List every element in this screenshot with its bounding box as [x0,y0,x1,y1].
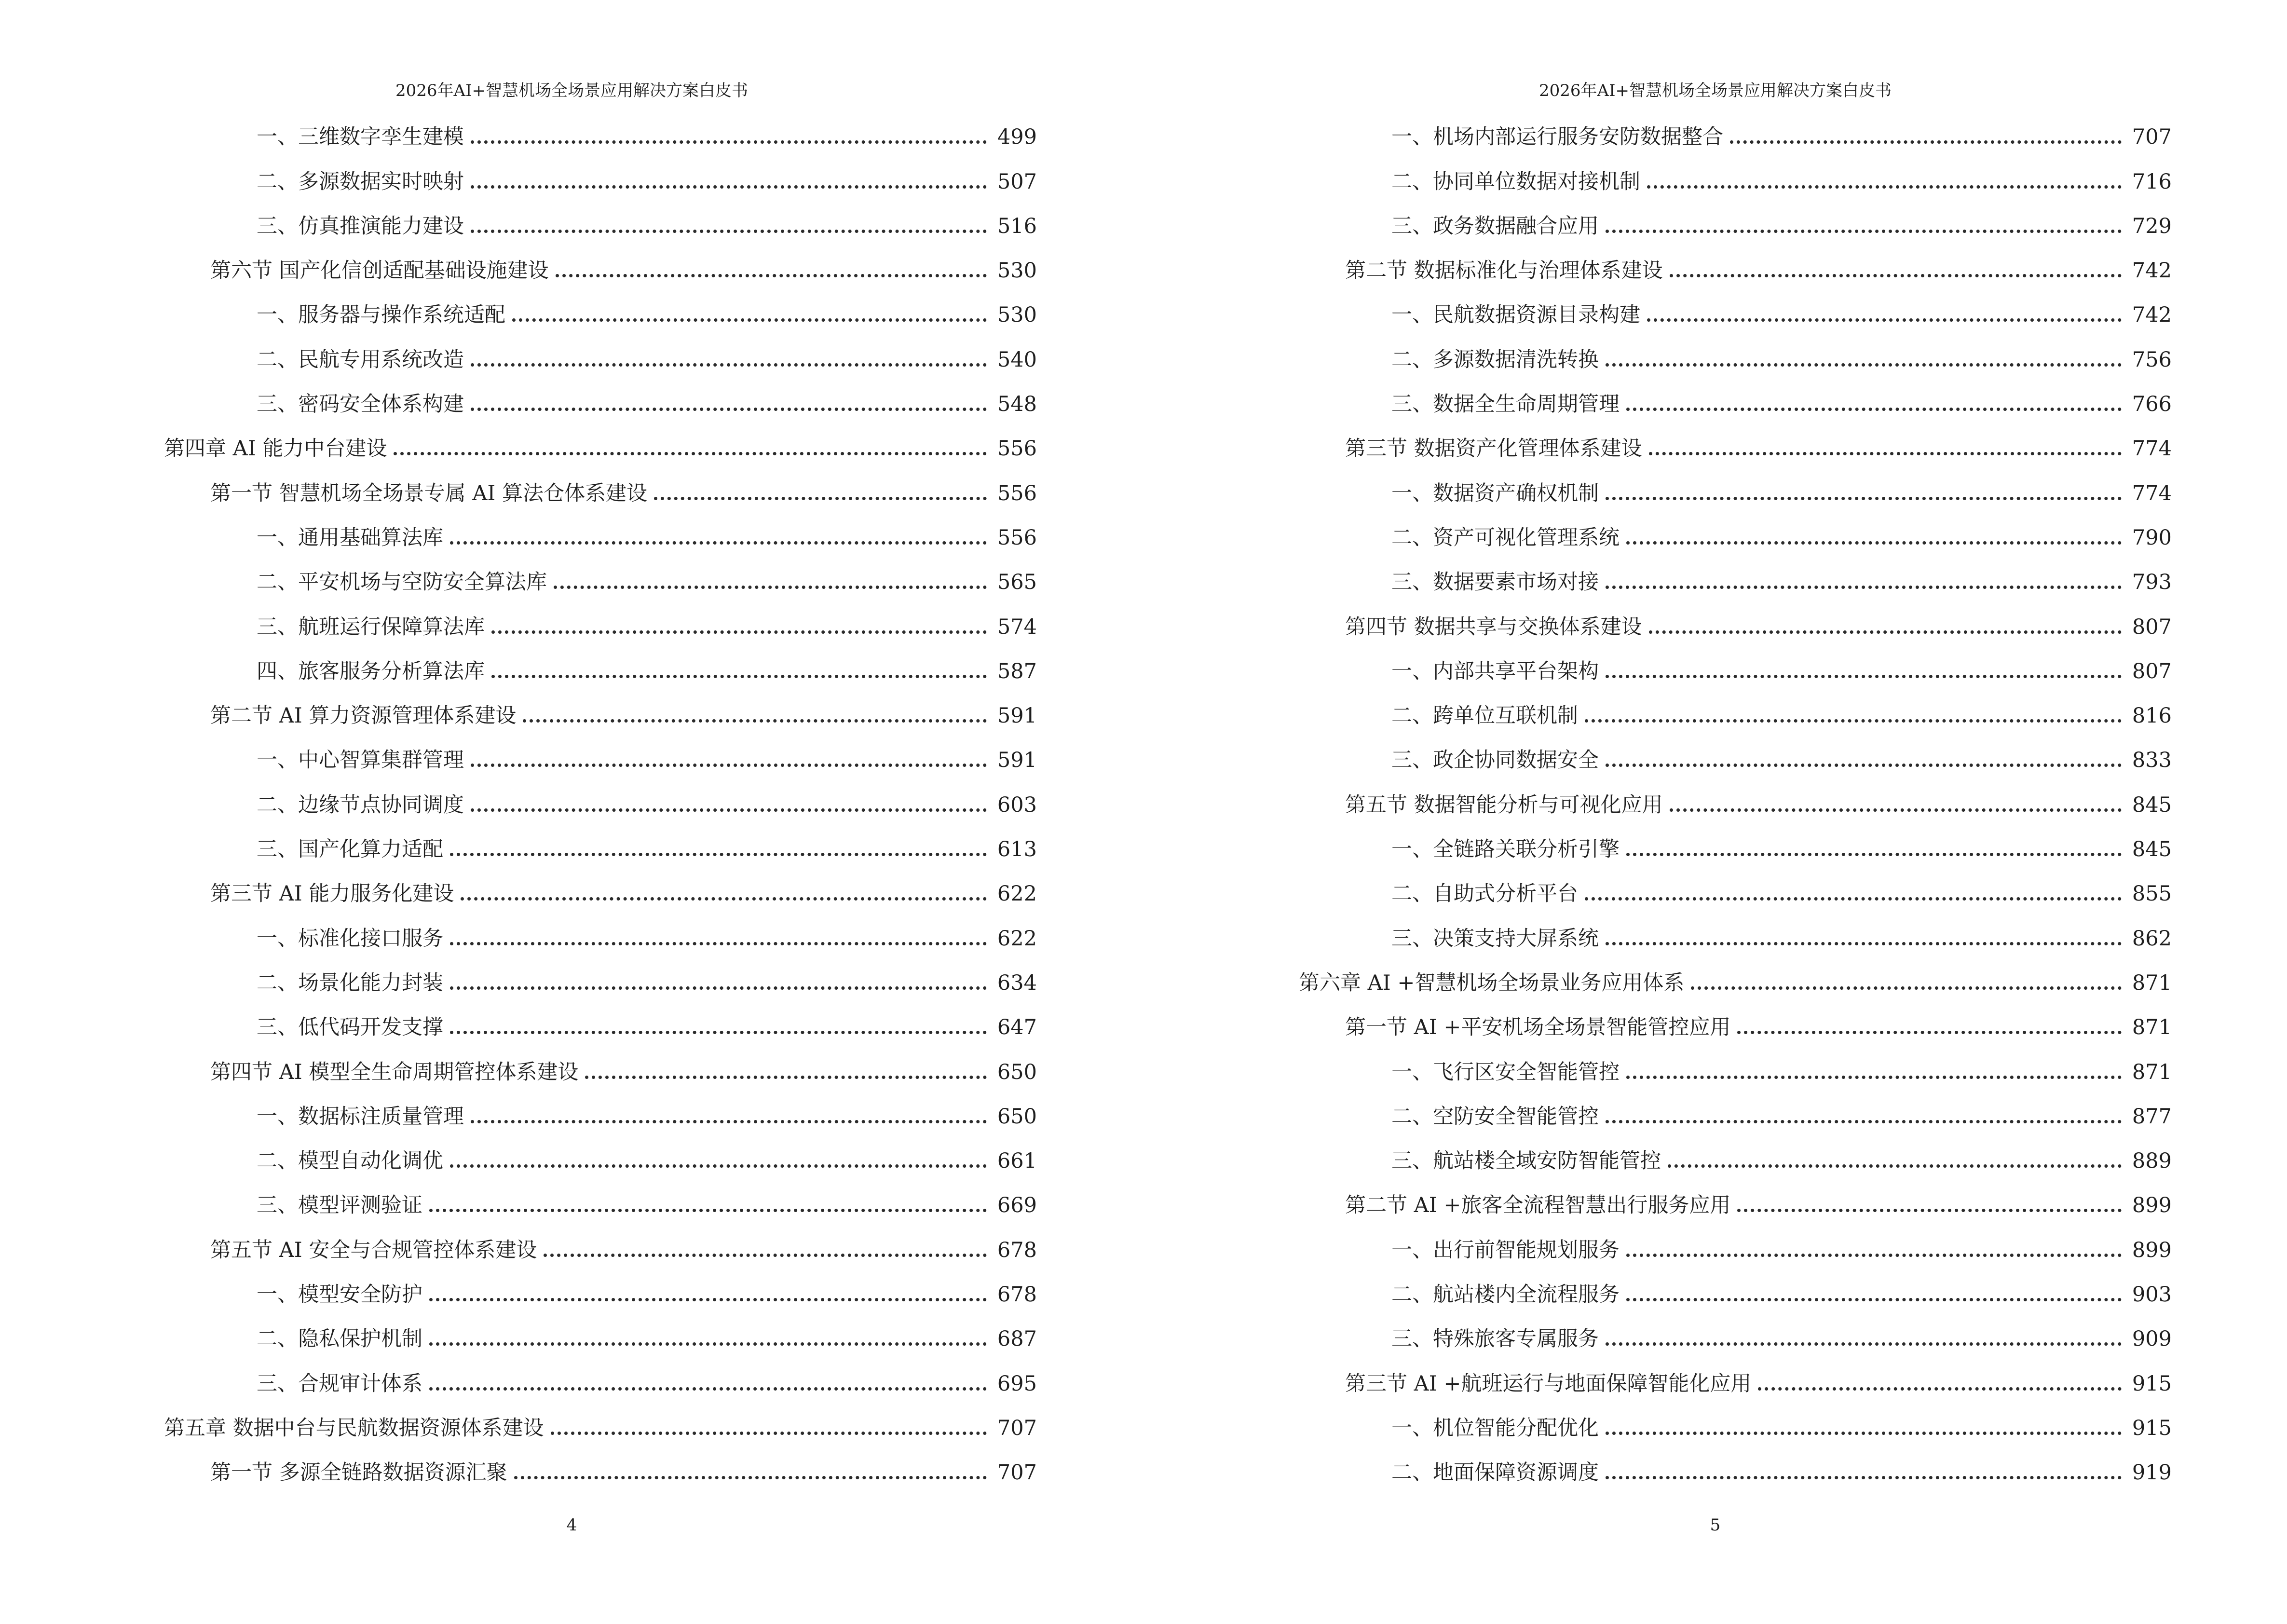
toc-entry[interactable] [1299,915,2172,959]
toc-entry-title: 三、模型评测验证 [257,1193,422,1218]
dot-leader [1649,630,2122,634]
toc-entry-title: 三、航站楼全域安防智能管控 [1391,1149,1661,1174]
toc-entry-title: 二、平安机场与空防安全算法库 [257,570,547,595]
toc-entry[interactable] [1299,336,2172,381]
page-number: 4 [566,1515,577,1535]
toc-entry-title: 三、航班运行保障算法库 [257,614,485,639]
toc-entry[interactable] [1299,1316,2172,1360]
toc-entry-page-number: 909 [2132,1327,2172,1351]
toc-entry-page-number: 915 [2132,1371,2172,1396]
toc-entry[interactable] [1299,425,2172,470]
toc-entry-title: 三、决策支持大屏系统 [1391,926,1599,951]
dot-leader [1626,1254,2122,1257]
toc-entry-title: 一、出行前智能规划服务 [1391,1238,1620,1262]
toc-entry-page-number: 530 [997,303,1037,328]
dot-leader [556,274,987,277]
toc-entry-title: 一、机场内部运行服务安防数据整合 [1391,125,1723,150]
dot-leader [1668,1164,2122,1168]
toc-entry-title: 一、飞行区安全智能管控 [1391,1060,1620,1084]
dot-leader [461,897,987,901]
toc-entry-page-number: 574 [997,614,1037,639]
dot-leader [1606,1342,2122,1346]
toc-entry-title: 一、数据标注质量管理 [257,1104,464,1129]
toc-entry-page-number: 793 [2132,570,2172,595]
toc-entry-title: 一、标准化接口服务 [257,926,443,951]
toc-entry-title: 三、数据要素市场对接 [1391,570,1599,595]
toc-entry-page-number: 507 [997,169,1037,194]
toc-entry-page-number: 622 [997,926,1037,951]
toc-entry-page-number: 678 [997,1238,1037,1262]
dot-leader [471,764,987,767]
dot-leader [450,853,987,856]
toc-entry-page-number: 695 [997,1371,1037,1396]
toc-entry[interactable] [1299,292,2172,336]
toc-entry-title: 三、数据全生命周期管理 [1391,392,1620,417]
toc-entry[interactable] [164,1182,1037,1227]
dot-leader [471,408,987,411]
toc-entry-title: 二、航站楼内全流程服务 [1391,1283,1620,1307]
toc-entry[interactable] [164,1004,1037,1049]
toc-entry-title: 二、空防安全智能管控 [1391,1104,1599,1129]
toc-entry[interactable] [164,826,1037,871]
toc-entry-page-number: 774 [2132,481,2172,505]
toc-entry[interactable] [164,470,1037,514]
toc-entry-page-number: 556 [997,437,1037,461]
toc-entry[interactable] [1299,960,2172,1004]
running-header: 2026年AI+智慧机场全场景应用解决方案白皮书 [395,81,748,100]
dot-leader [1647,185,2122,189]
toc-entry-title: 一、中心智算集群管理 [257,748,464,773]
toc-entry-title: 第五节 AI 安全与合规管控体系建设 [210,1238,537,1262]
dot-leader [544,1254,987,1257]
toc-entry[interactable] [164,1093,1037,1138]
dot-leader [585,1076,987,1079]
toc-entry-page-number: 650 [997,1104,1037,1129]
toc-entry[interactable] [164,292,1037,336]
dot-leader [429,1387,987,1391]
toc-entry-page-number: 871 [2132,1015,2172,1040]
toc-entry-page-number: 903 [2132,1283,2172,1307]
dot-leader [1737,1031,2122,1034]
toc-entry[interactable] [1299,1004,2172,1049]
toc-entry-title: 一、内部共享平台架构 [1391,659,1599,683]
dot-leader [1606,230,2122,233]
dot-leader [450,986,987,990]
toc-entry-page-number: 548 [997,392,1037,417]
dot-leader [1626,853,2122,856]
toc-entry[interactable] [1299,603,2172,648]
toc-entry[interactable] [164,871,1037,915]
dot-leader [554,586,987,589]
toc-entry-page-number: 862 [2132,926,2172,951]
toc-entry[interactable] [164,1271,1037,1316]
toc-entry[interactable] [1299,114,2172,158]
toc-entry-page-number: 565 [997,570,1037,595]
toc-entry-page-number: 707 [2132,125,2172,150]
toc-entry[interactable] [164,781,1037,826]
toc-entry-page-number: 742 [2132,259,2172,283]
dot-leader [471,363,987,367]
toc-entry-page-number: 556 [997,525,1037,550]
toc-entry-page-number: 650 [997,1060,1037,1084]
toc-entry-page-number: 716 [2132,169,2172,194]
toc-entry-page-number: 707 [997,1416,1037,1440]
toc-entry-title: 第三节 AI +航班运行与地面保障智能化应用 [1345,1371,1752,1396]
toc-entry[interactable] [1299,871,2172,915]
toc-entry[interactable] [1299,1360,2172,1405]
dot-leader [471,185,987,189]
dot-leader [1626,541,2122,545]
toc-entry[interactable] [1299,1227,2172,1271]
toc-entry-page-number: 634 [997,970,1037,995]
dot-leader [1626,408,2122,411]
toc-entry[interactable] [1299,693,2172,737]
toc-entry[interactable] [164,515,1037,559]
toc-entry-title: 三、低代码开发支撑 [257,1015,443,1040]
dot-leader [1606,497,2122,500]
toc-entry-title: 二、地面保障资源调度 [1391,1460,1599,1485]
dot-leader [491,630,987,634]
toc-entry-page-number: 622 [997,882,1037,906]
toc-entry[interactable] [164,559,1037,603]
toc-entry-title: 三、密码安全体系构建 [257,392,464,417]
toc-entry-title: 第四章 AI 能力中台建设 [164,437,387,461]
toc-entry-page-number: 845 [2132,837,2172,862]
toc-entry-page-number: 855 [2132,882,2172,906]
toc-entry-title: 二、场景化能力封装 [257,970,443,995]
toc-entry-page-number: 756 [2132,347,2172,372]
toc-entry[interactable] [164,603,1037,648]
toc-entry-title: 第一节 多源全链路数据资源汇聚 [210,1460,507,1485]
toc-entry[interactable] [1299,203,2172,247]
dot-leader [1606,363,2122,367]
toc-entry-page-number: 613 [997,837,1037,862]
toc-entry-title: 二、民航专用系统改造 [257,347,464,372]
toc-entry[interactable] [1299,515,2172,559]
toc-entry-page-number: 707 [997,1460,1037,1485]
toc-entry[interactable] [164,693,1037,737]
dot-leader [450,541,987,545]
dot-leader [491,675,987,678]
dot-leader [1606,1432,2122,1435]
toc-entry-page-number: 790 [2132,525,2172,550]
toc-entry-page-number: 587 [997,659,1037,683]
toc-entry[interactable] [1299,1182,2172,1227]
toc-entry-title: 一、全链路关联分析引擎 [1391,837,1620,862]
toc-entry[interactable] [1299,1449,2172,1494]
dot-leader [394,452,987,455]
toc-entry-title: 第五章 数据中台与民航数据资源体系建设 [164,1416,544,1440]
toc-entry[interactable] [164,114,1037,158]
toc-entry[interactable] [164,1316,1037,1360]
toc-entry-title: 一、民航数据资源目录构建 [1391,303,1640,328]
toc-entry-title: 二、多源数据清洗转换 [1391,347,1599,372]
toc-entry-page-number: 766 [2132,392,2172,417]
toc-entry-title: 二、多源数据实时映射 [257,169,464,194]
dot-leader [512,318,987,322]
toc-entry[interactable] [164,915,1037,959]
toc-entry[interactable] [164,425,1037,470]
toc-entry-page-number: 877 [2132,1104,2172,1129]
dot-leader [471,808,987,812]
dot-leader [450,1031,987,1034]
toc-entry-title: 第四节 数据共享与交换体系建设 [1345,614,1642,639]
toc-entry-page-number: 499 [997,125,1037,150]
toc-entry[interactable] [164,1405,1037,1449]
dot-leader [523,719,987,723]
dot-leader [1626,1076,2122,1079]
toc-entry-title: 第一节 AI +平安机场全场景智能管控应用 [1345,1015,1731,1040]
toc-entry[interactable] [1299,781,2172,826]
toc-entry[interactable] [164,158,1037,203]
toc-entry-title: 二、边缘节点协同调度 [257,792,464,817]
toc-entry[interactable] [1299,559,2172,603]
dot-leader [1606,764,2122,767]
toc-entry-title: 第三节 AI 能力服务化建设 [210,882,454,906]
toc-entry-page-number: 889 [2132,1149,2172,1174]
dot-leader [1606,1120,2122,1123]
toc-entry[interactable] [164,1227,1037,1271]
toc-entry-page-number: 591 [997,748,1037,773]
toc-entry-page-number: 647 [997,1015,1037,1040]
toc-entry-title: 第六节 国产化信创适配基础设施建设 [210,259,549,283]
toc-entry-title: 第六章 AI +智慧机场全场景业务应用体系 [1299,970,1685,995]
toc-entry-title: 三、国产化算力适配 [257,837,443,862]
toc-entry-title: 第二节 数据标准化与治理体系建设 [1345,259,1663,283]
toc-entry[interactable] [1299,1049,2172,1093]
toc-entry-page-number: 678 [997,1283,1037,1307]
dot-leader [471,230,987,233]
toc-entry-page-number: 871 [2132,1060,2172,1084]
toc-entry-page-number: 845 [2132,792,2172,817]
dot-leader [1737,1209,2122,1212]
dot-leader [471,1120,987,1123]
toc-entry[interactable] [1299,158,2172,203]
toc-entry[interactable] [164,1360,1037,1405]
toc-entry-page-number: 833 [2132,748,2172,773]
table-of-contents [1299,114,2172,1494]
dot-leader [1585,897,2122,901]
toc-entry-title: 一、机位智能分配优化 [1391,1416,1599,1440]
toc-entry[interactable] [1299,1093,2172,1138]
dot-leader [471,140,987,144]
dot-leader [551,1432,987,1435]
dot-leader [1606,1476,2122,1479]
toc-entry[interactable] [1299,381,2172,425]
dot-leader [450,1164,987,1168]
toc-entry-page-number: 556 [997,481,1037,505]
toc-entry-title: 三、仿真推演能力建设 [257,214,464,238]
toc-entry-title: 三、特殊旅客专属服务 [1391,1327,1599,1351]
toc-entry[interactable] [1299,826,2172,871]
dot-leader [1758,1387,2122,1391]
dot-leader [429,1209,987,1212]
toc-entry-title: 一、通用基础算法库 [257,525,443,550]
toc-entry[interactable] [1299,1138,2172,1182]
toc-entry[interactable] [1299,1405,2172,1449]
toc-entry-title: 二、跨单位互联机制 [1391,704,1578,728]
toc-entry[interactable] [164,203,1037,247]
dot-leader [1649,452,2122,455]
toc-entry-page-number: 807 [2132,614,2172,639]
toc-entry-page-number: 742 [2132,303,2172,328]
toc-entry[interactable] [164,247,1037,292]
toc-entry-page-number: 871 [2132,970,2172,995]
toc-entry-page-number: 540 [997,347,1037,372]
toc-entry-title: 第二节 AI 算力资源管理体系建设 [210,704,517,728]
dot-leader [1670,808,2122,812]
dot-leader [1730,140,2122,144]
toc-entry[interactable] [164,1449,1037,1494]
dot-leader [1606,942,2122,945]
page-number: 5 [1710,1515,1721,1535]
dot-leader [654,497,987,500]
toc-entry[interactable] [164,960,1037,1004]
right-page [1144,0,2287,1624]
toc-entry-page-number: 516 [997,214,1037,238]
toc-entry[interactable] [1299,737,2172,781]
dot-leader [1691,986,2122,990]
toc-entry[interactable] [1299,247,2172,292]
toc-entry-page-number: 530 [997,259,1037,283]
toc-entry[interactable] [1299,470,2172,514]
toc-entry-page-number: 816 [2132,704,2172,728]
dot-leader [1606,675,2122,678]
running-header: 2026年AI+智慧机场全场景应用解决方案白皮书 [1539,81,1892,100]
toc-entry-page-number: 669 [997,1193,1037,1218]
toc-entry-page-number: 899 [2132,1238,2172,1262]
toc-entry-title: 第一节 智慧机场全场景专属 AI 算法仓体系建设 [210,481,648,505]
toc-entry-page-number: 687 [997,1327,1037,1351]
toc-entry-page-number: 603 [997,792,1037,817]
toc-entry-page-number: 919 [2132,1460,2172,1485]
dot-leader [450,942,987,945]
toc-entry-title: 一、数据资产确权机制 [1391,481,1599,505]
table-of-contents [164,114,1037,1494]
toc-entry[interactable] [164,381,1037,425]
toc-entry-title: 三、合规审计体系 [257,1371,422,1396]
toc-entry-title: 二、隐私保护机制 [257,1327,422,1351]
toc-entry[interactable] [164,648,1037,693]
toc-entry-title: 一、模型安全防护 [257,1283,422,1307]
dot-leader [429,1298,987,1301]
toc-entry-title: 一、三维数字孪生建模 [257,125,464,150]
toc-entry-title: 二、资产可视化管理系统 [1391,525,1620,550]
toc-entry-title: 第四节 AI 模型全生命周期管控体系建设 [210,1060,579,1084]
toc-entry[interactable] [1299,1271,2172,1316]
dot-leader [1626,1298,2122,1301]
dot-leader [1647,318,2122,322]
toc-entry-title: 二、模型自动化调优 [257,1149,443,1174]
dot-leader [1585,719,2122,723]
toc-entry-page-number: 807 [2132,659,2172,683]
dot-leader [1606,586,2122,589]
toc-entry-title: 三、政务数据融合应用 [1391,214,1599,238]
dot-leader [429,1342,987,1346]
toc-entry[interactable] [164,1049,1037,1093]
toc-entry-page-number: 661 [997,1149,1037,1174]
toc-entry-title: 二、自助式分析平台 [1391,882,1578,906]
toc-entry-title: 第三节 数据资产化管理体系建设 [1345,437,1642,461]
dot-leader [514,1476,987,1479]
toc-entry-page-number: 729 [2132,214,2172,238]
toc-entry-page-number: 591 [997,704,1037,728]
toc-entry-page-number: 915 [2132,1416,2172,1440]
toc-entry-title: 二、协同单位数据对接机制 [1391,169,1640,194]
toc-entry[interactable] [1299,648,2172,693]
toc-entry-page-number: 899 [2132,1193,2172,1218]
toc-entry[interactable] [164,336,1037,381]
toc-entry-title: 第二节 AI +旅客全流程智慧出行服务应用 [1345,1193,1731,1218]
toc-entry-title: 第五节 数据智能分析与可视化应用 [1345,792,1663,817]
toc-entry-title: 三、政企协同数据安全 [1391,748,1599,773]
toc-entry[interactable] [164,1138,1037,1182]
toc-entry-page-number: 774 [2132,437,2172,461]
toc-entry[interactable] [164,737,1037,781]
toc-entry-title: 一、服务器与操作系统适配 [257,303,505,328]
toc-entry-title: 四、旅客服务分析算法库 [257,659,485,683]
dot-leader [1670,274,2122,277]
